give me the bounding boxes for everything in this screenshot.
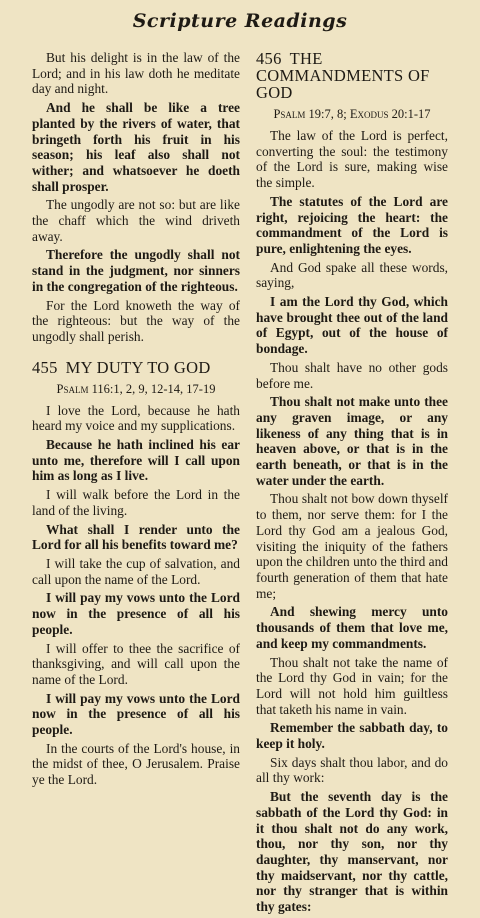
reading-verse: Thou shalt have no other gods before me.: [256, 359, 448, 391]
reading-verse: I will walk before the Lord in the land of the living.: [32, 487, 240, 518]
left-column: [32, 50, 240, 791]
reading-verse: But the seventh day is the sabbath of the Lord thy God: in it thou shalt not do any work, thou, nor thy son, nor thy daughter, thy manservant, nor thy maidservant, nor thy cattle, nor thy stranger that is within thy gates:: [256, 789, 448, 915]
reading-verse: And shewing mercy unto thousands of them that love me, and keep my commandments.: [256, 604, 448, 651]
reading-verse: Thou shalt not bow down thyself to them, nor serve them: for I the Lord thy God am a jealous God, visiting the iniquity of the fathers upon the children unto the third and fourth generation of them that hate me;: [256, 491, 448, 601]
reading-verse: I will take the cup of salvation, and call upon the name of the Lord.: [32, 555, 240, 587]
reading-verse: The law of the Lord is perfect, converting the soul: the testimony of the Lord is sure, making wise the simple.: [256, 128, 448, 191]
section-number: 455: [32, 357, 58, 377]
reading-verse: For the Lord knoweth the way of the righteous: but the way of the ungodly shall perish.: [32, 297, 240, 344]
reading-verse: Thou shalt not take the name of the Lord thy God in vain; for the Lord will not hold him guiltless that taketh his name in vain.: [256, 654, 448, 717]
reading-verse: I am the Lord thy God, which have brought thee out of the land of Egypt, out of the house of bondage.: [256, 294, 448, 357]
section-heading: [32, 359, 240, 376]
reading-verse: But his delight is in the law of the Lord; and in his law doth he meditate day and night.: [32, 50, 240, 97]
section-heading: [256, 50, 448, 101]
reading-verse: And he shall be like a tree planted by the rivers of water, that bringeth forth his fruit in his season; his leaf also shall not wither; and whatsoever he doeth shall prosper.: [32, 100, 240, 194]
reading-verse: And God spake all these words, saying,: [256, 259, 448, 291]
reading-verse: I will offer to thee the sacrifice of thanksgiving, and will call upon the name of the Lord.: [32, 640, 240, 687]
reading-verse: Thou shalt not make unto thee any graven image, or any likeness of any thing that is in heaven above, or that is in the earth beneath, or that is in the water under the earth.: [256, 394, 448, 488]
reading-verse: What shall I render unto the Lord for all his benefits toward me?: [32, 521, 240, 553]
reading-verse: I will pay my vows unto the Lord now in the presence of all his people.: [32, 690, 240, 738]
continued-reading: [32, 50, 240, 345]
section-number: 456: [256, 49, 282, 68]
reading-verse: The ungodly are not so: but are like the chaff which the wind driveth away.: [32, 197, 240, 244]
section-title: MY DUTY TO GOD: [65, 357, 211, 377]
reading-verse: I will pay my vows unto the Lord now in the presence of all his people.: [32, 590, 240, 637]
reading-verse: Therefore the ungodly shall not stand in the judgment, nor sinners in the congregation of the righteous.: [32, 247, 240, 294]
page-header: Scripture Readings: [132, 10, 348, 32]
reading-verse: Because he hath inclined his ear unto me, therefore will I call upon him as long as I live.: [32, 437, 240, 484]
reading-verse: The statutes of the Lord are right, rejoicing the heart: the commandment of the Lord is pure, enlightening the eyes.: [256, 193, 448, 256]
scripture-reference: Psalm 19:7, 8; Exodus 20:1-17: [273, 107, 431, 121]
scripture-reference: Psalm 116:1, 2, 9, 12-14, 17-19: [56, 381, 216, 396]
right-column: [256, 50, 448, 918]
reading-verse: In the courts of the Lord's house, in the midst of thee, O Jerusalem. Praise ye the Lord.: [32, 740, 240, 788]
section-title: THE COMMANDMENTS OF GOD: [256, 49, 430, 102]
reading-verse: Six days shalt thou labor, and do all thy work:: [256, 754, 448, 786]
reading-verse: I love the Lord, because he hath heard my voice and my supplications.: [32, 402, 240, 434]
reading-verse: Remember the sabbath day, to keep it holy.: [256, 720, 448, 752]
